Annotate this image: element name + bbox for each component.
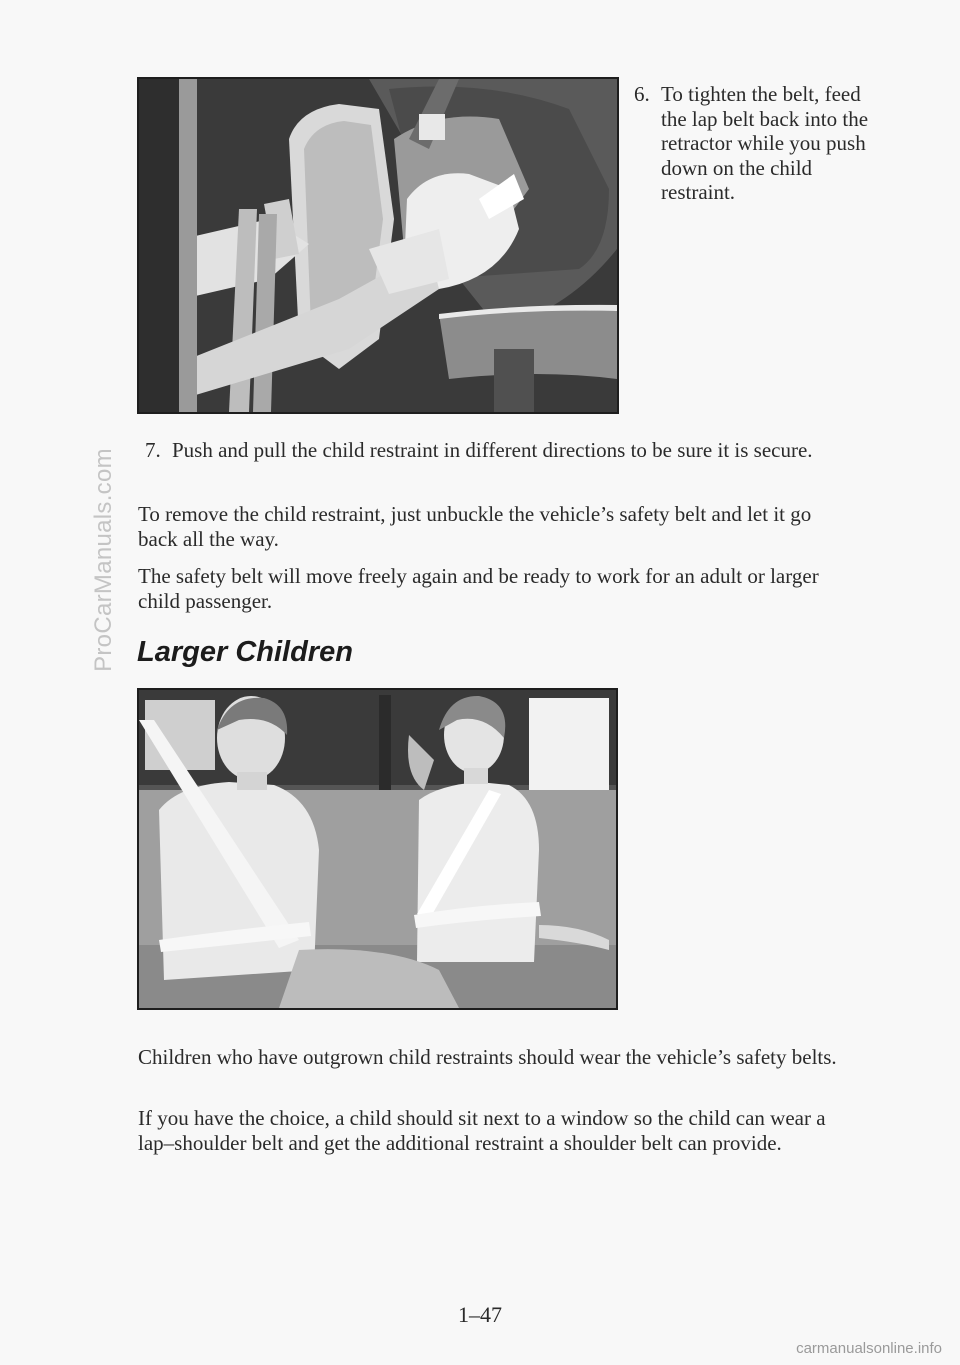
step-7-number: 7.	[145, 438, 161, 462]
larger-children-illustration	[137, 688, 618, 1010]
remove-restraint-paragraph: To remove the child restraint, just unbuckle the vehicle’s safety belt and let it go back all the way.	[138, 502, 812, 551]
step-6	[634, 82, 874, 205]
outgrown-restraints-paragraph: Children who have outgrown child restraints should wear the vehicle’s safety belts.	[138, 1045, 837, 1069]
step-7-text: Push and pull the child restraint in different directions to be sure it is secure.	[172, 438, 813, 462]
belt-ready-paragraph: The safety belt will move freely again and be ready to work for an adult or larger child passenger.	[138, 564, 819, 613]
child-restraint-tightening-illustration	[137, 77, 619, 414]
footer-watermark: carmanualsonline.info	[796, 1340, 942, 1357]
step-6-text: To tighten the belt, feed the lap belt back into the retractor while you push down on the child restraint.	[661, 82, 869, 204]
window-seat-paragraph: If you have the choice, a child should sit next to a window so the child can wear a lap–shoulder belt and get the additional restraint a shoulder belt can provide.	[138, 1106, 826, 1155]
step-7	[145, 438, 835, 463]
page-number: 1–47	[458, 1302, 502, 1327]
step-6-number: 6.	[634, 82, 650, 106]
section-heading: Larger Children	[137, 636, 353, 668]
side-watermark: ProCarManuals.com	[90, 448, 117, 672]
